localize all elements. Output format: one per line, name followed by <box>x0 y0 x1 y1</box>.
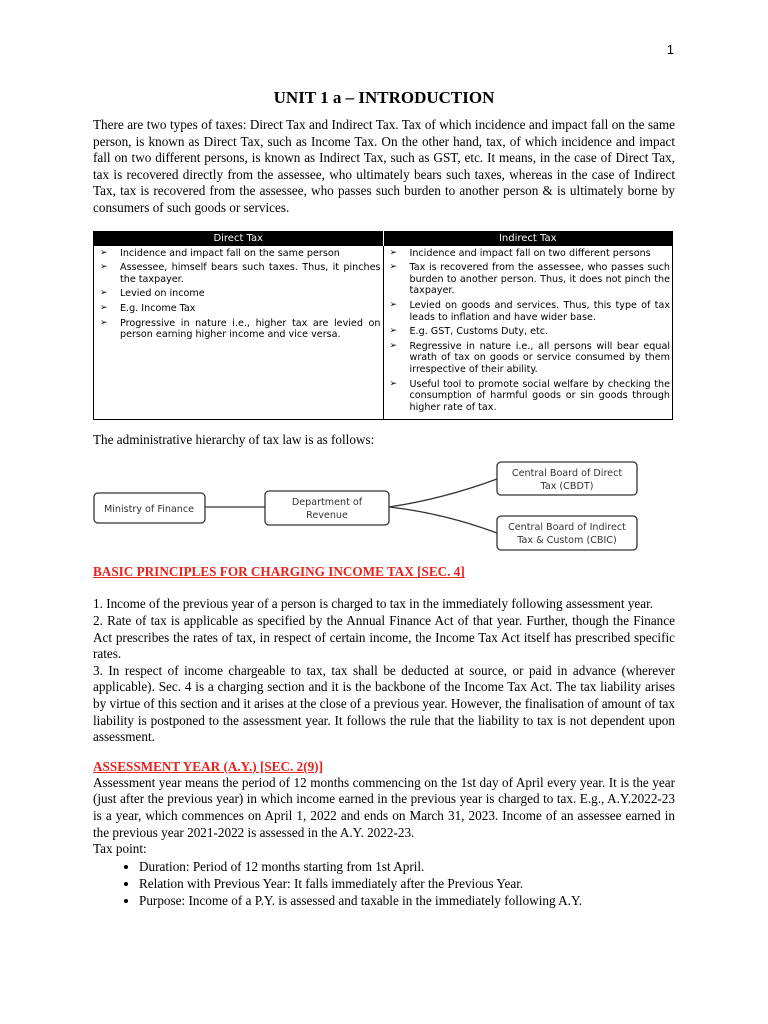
section-heading-assessment-year: ASSESSMENT YEAR (A.Y.) [SEC. 2(9)] <box>93 758 323 774</box>
section-heading-basic-principles: BASIC PRINCIPLES FOR CHARGING INCOME TAX [SEC. 4] <box>93 564 465 580</box>
ministry-label: Ministry of Finance <box>103 504 195 516</box>
arrow-bullet-icon: ➢ <box>100 317 108 328</box>
hierarchy-diagram <box>93 461 653 557</box>
principle-2: 2. Rate of tax is applicable as specified by the Annual Finance Act of that year. Further, though the Finance Act prescribes the rates of tax, in respect of certain income, the Income Tax Act itself has prescribed specific rates. <box>93 613 675 662</box>
indirect-tax-item <box>386 326 671 338</box>
indirect-tax-item-text: Tax is recovered from the assessee, who passes such burden to another person. Thus, it does not pinch the taxpayer. <box>409 262 670 297</box>
tax-point-item: • Relation with Previous Year: It falls immediately after the Previous Year. <box>139 875 675 892</box>
arrow-bullet-icon: ➢ <box>389 299 398 310</box>
indirect-tax-item <box>386 379 671 414</box>
indirect-tax-item-text: Regressive in nature i.e., all persons will bear equal wrath of tax on goods or service consumed by them irrespective of their ability. <box>409 340 670 375</box>
tax-point-item: • Duration: Period of 12 months starting from 1st April. <box>139 858 675 875</box>
arrow-bullet-icon: ➢ <box>389 326 398 337</box>
page-title: UNIT 1 a – INTRODUCTION <box>273 88 495 107</box>
direct-tax-item-text: Progressive in nature i.e., higher tax are levied on person earning higher income and vice versa. <box>120 317 381 341</box>
intro-paragraph: There are two types of taxes: Direct Tax and Indirect Tax. Tax of which incidence and impact fall on the same person, is known as Direct Tax, such as Income Tax. On the other hand, tax, of which incidence and impact fall on two different persons, is known as Indirect Tax, such as GST, etc. It means, in the case of Direct Tax, tax is recovered directly from the assessee, who ultimately bears such taxes, whereas in the case of Indirect Tax, tax is recovered from the assessee, who passes such burden to another person & is ultimately borne by consumers of such goods or services. <box>93 117 675 215</box>
indirect-tax-item <box>386 262 671 297</box>
connector-department-cbdt <box>389 479 497 507</box>
cbdt-label-line2: Tax (CBDT) <box>540 481 594 493</box>
tax-comparison-table <box>93 231 673 421</box>
hierarchy-intro: The administrative hierarchy of tax law is as follows: <box>93 432 375 448</box>
arrow-bullet-icon: ➢ <box>100 262 108 273</box>
connector-department-cbic <box>389 507 497 533</box>
direct-tax-item-text: Assessee, himself bears such taxes. Thus, it pinches the taxpayer. <box>120 262 381 285</box>
arrow-bullet-icon: ➢ <box>389 262 398 273</box>
tax-point-item: • Purpose: Income of a P.Y. is assessed and taxable in the immediately following A.Y. <box>139 892 675 909</box>
direct-tax-item-text: E.g. Income Tax <box>120 302 196 314</box>
tax-point-label: Tax point: <box>93 841 147 857</box>
direct-tax-item <box>96 318 381 341</box>
direct-tax-item <box>96 262 381 285</box>
indirect-tax-item-text: Levied on goods and services. Thus, this type of tax leads to inflation and have wider base. <box>409 299 670 323</box>
direct-tax-item <box>96 248 381 260</box>
principle-3: 3. In respect of income chargeable to tax, tax shall be deducted at source, or paid in advance (wherever applicable). Sec. 4 is a charging section and it is the backbone of the Income Tax Act. The tax liability arises by virtue of this section and it arises at the close of a previous year. However, the finalisation of amount of tax liability is postponed to the assessment year. It follows the rule that the liability to tax is not dependent upon assessment. <box>93 662 675 745</box>
cbic-label-line1: Central Board of Indirect <box>508 522 626 534</box>
department-label-line1: Department of <box>291 497 363 509</box>
cbic-label-line2: Tax & Custom (CBIC) <box>517 535 617 547</box>
direct-tax-item-text: Levied on income <box>120 288 205 300</box>
department-label-line2: Revenue <box>306 510 348 522</box>
direct-tax-item <box>96 303 381 315</box>
indirect-tax-item <box>386 300 671 323</box>
indirect-tax-item-text: Useful tool to promote social welfare by checking the consumption of harmful goods or sin goods through higher rate of tax. <box>409 378 670 413</box>
indirect-tax-header: Indirect Tax <box>383 231 673 246</box>
indirect-tax-item-text: E.g. GST, Customs Duty, etc. <box>409 326 549 338</box>
principle-1: 1. Income of the previous year of a person is charged to tax in the immediately following assessment year. <box>93 596 654 612</box>
indirect-tax-item-text: Incidence and impact fall on two different persons <box>409 247 651 259</box>
indirect-tax-item <box>386 248 671 260</box>
indirect-tax-column <box>383 246 673 420</box>
direct-tax-list <box>96 248 381 341</box>
direct-tax-column <box>94 246 384 420</box>
cbdt-label-line1: Central Board of Direct <box>511 468 623 480</box>
direct-tax-header: Direct Tax <box>94 231 384 246</box>
arrow-bullet-icon: ➢ <box>389 247 398 258</box>
arrow-bullet-icon: ➢ <box>100 288 108 299</box>
arrow-bullet-icon: ➢ <box>389 378 398 389</box>
indirect-tax-item <box>386 341 671 376</box>
arrow-bullet-icon: ➢ <box>100 247 108 258</box>
indirect-tax-list <box>386 248 671 414</box>
document-body <box>93 87 675 909</box>
arrow-bullet-icon: ➢ <box>100 302 108 313</box>
tax-point-list <box>93 858 675 909</box>
assessment-year-paragraph: Assessment year means the period of 12 months commencing on the 1st day of April every year. It is the year (just after the previous year) in which income earned in the previous year is charged to tax. E.g., A.Y.2022-23 is a year, which commences on April 1, 2022 and ends on March 31, 2023. Income of an assessee earned in the previous year 2021-2022 is assessed in the A.Y. 2022-23. <box>93 774 675 840</box>
direct-tax-item-text: Incidence and impact fall on the same person <box>120 247 340 259</box>
direct-tax-item <box>96 288 381 300</box>
page-number: 1 <box>666 42 674 57</box>
arrow-bullet-icon: ➢ <box>389 340 398 351</box>
